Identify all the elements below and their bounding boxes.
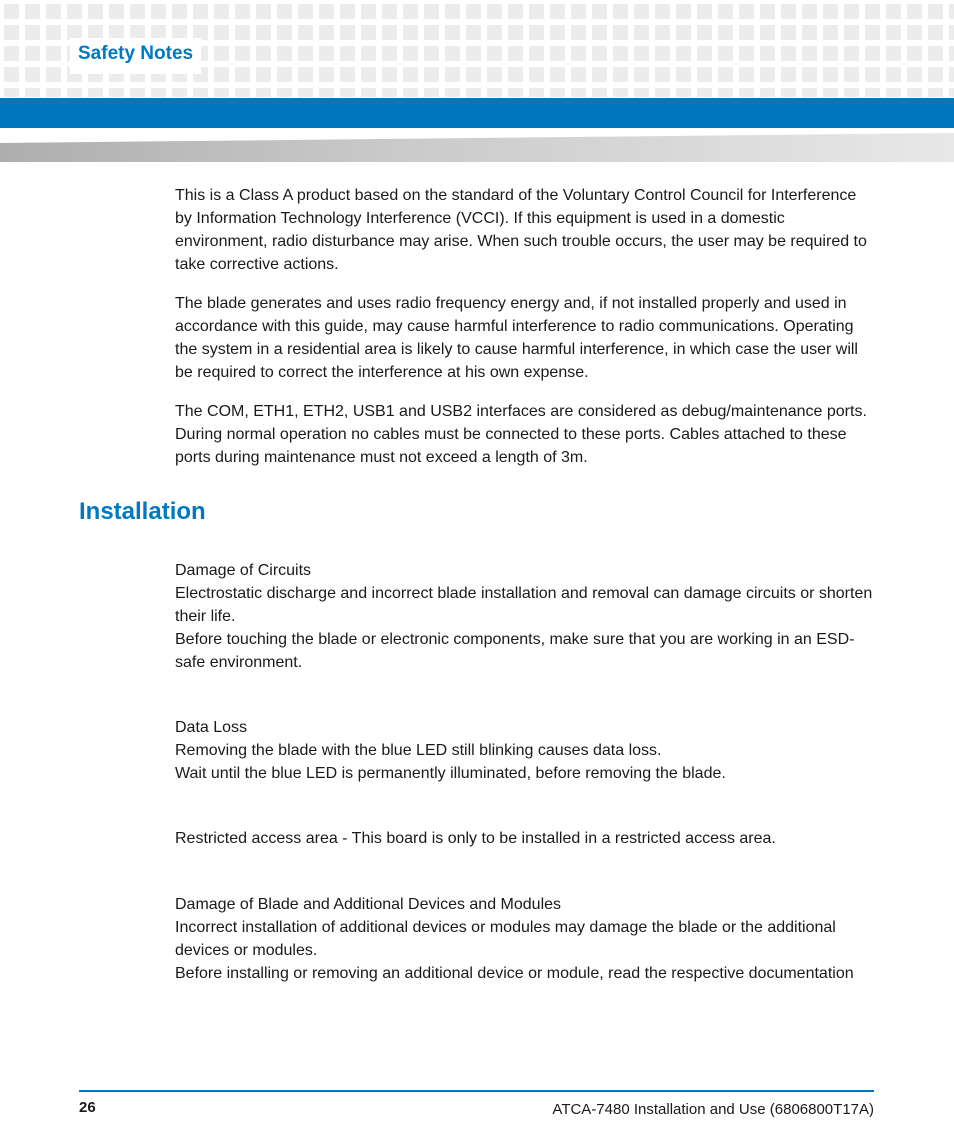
header-grey-band bbox=[0, 133, 954, 162]
page-number: 26 bbox=[79, 1099, 96, 1116]
intro-paragraph: The COM, ETH1, ETH2, USB1 and USB2 interfaces are considered as debug/maintenance ports. During normal operation no cables must be connected to these ports. Cables attached to these ports during maintenance must not exceed a length of 3m. bbox=[175, 403, 867, 466]
note-line: Before installing or removing an additional device or module, read the respective documentation bbox=[175, 965, 854, 982]
footer-document-title: ATCA-7480 Installation and Use (6806800T17A) bbox=[552, 1101, 874, 1118]
note-line: Removing the blade with the blue LED still blinking causes data loss. bbox=[175, 742, 662, 759]
note-line: Electrostatic discharge and incorrect blade installation and removal can damage circuits or shorten their life. bbox=[175, 585, 873, 625]
intro-block bbox=[175, 184, 875, 276]
note-damage-of-circuits bbox=[175, 559, 875, 674]
note-line: Wait until the blue LED is permanently illuminated, before removing the blade. bbox=[175, 765, 726, 782]
footer-rule bbox=[79, 1090, 874, 1092]
intro-paragraph: This is a Class A product based on the standard of the Voluntary Control Council for Interference by Information Technology Interference (VCCI). If this equipment is used in a domestic environment, radio disturbance may arise. When such trouble occurs, the user may be required to take corrective actions. bbox=[175, 187, 867, 273]
running-header-title: Safety Notes bbox=[70, 38, 201, 74]
intro-block bbox=[175, 292, 875, 384]
header-blue-band bbox=[0, 98, 954, 128]
note-line: Before touching the blade or electronic components, make sure that you are working in an ESD-safe environment. bbox=[175, 631, 855, 671]
intro-block bbox=[175, 400, 875, 469]
note-title: Damage of Blade and Additional Devices and Modules bbox=[175, 896, 562, 913]
note-data-loss bbox=[175, 716, 875, 785]
note-restricted-access bbox=[175, 827, 875, 850]
note-title: Data Loss bbox=[175, 719, 248, 736]
intro-paragraph: The blade generates and uses radio frequency energy and, if not installed properly and used in accordance with this guide, may cause harmful interference to radio communications. Operating the system in a residential area is likely to cause harmful interference, in which case the user will be required to correct the interference at his own expense. bbox=[175, 295, 858, 381]
note-title: Damage of Circuits bbox=[175, 562, 312, 579]
note-damage-of-blade bbox=[175, 893, 875, 985]
note-title: Restricted access area - This board is only to be installed in a restricted access area. bbox=[175, 830, 776, 847]
note-line: Incorrect installation of additional devices or modules may damage the blade or the additional devices or modules. bbox=[175, 919, 836, 959]
section-heading-installation: Installation bbox=[79, 498, 206, 525]
